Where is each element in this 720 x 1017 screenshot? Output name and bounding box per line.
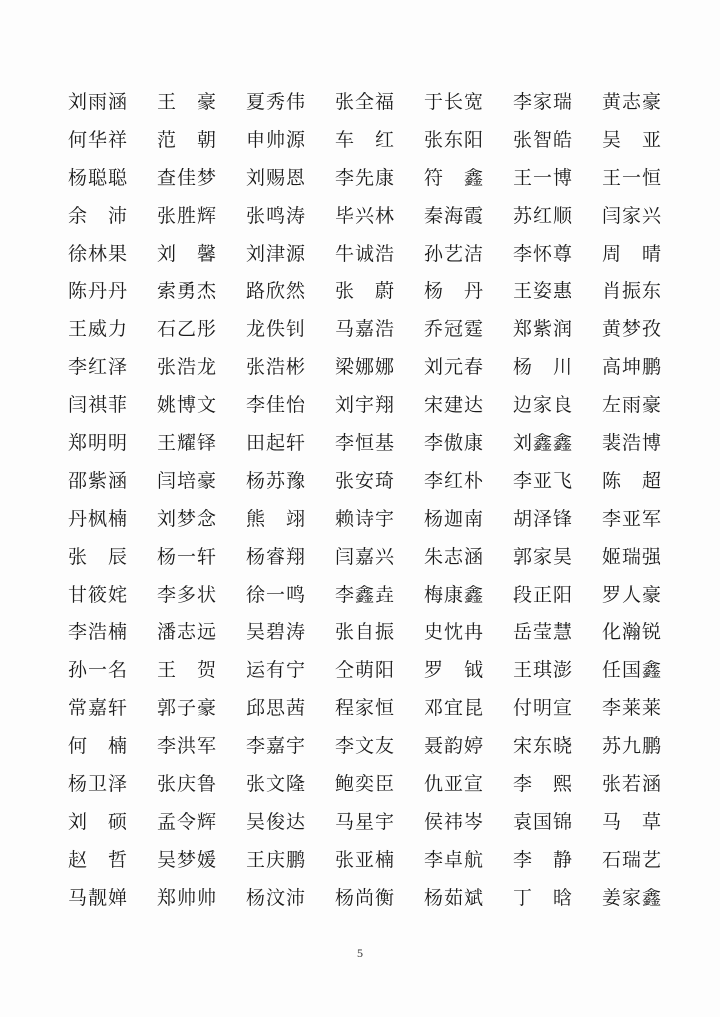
name-entry: 石瑞艺 [602, 848, 663, 871]
name-entry: 杨聪聪 [68, 166, 129, 189]
name-entry: 杨一轩 [157, 545, 218, 568]
name-entry: 李 静 [513, 848, 574, 871]
name-entry: 程家恒 [335, 697, 396, 720]
name-entry: 岳莹慧 [513, 621, 574, 644]
name-entry: 张胜辉 [157, 204, 218, 227]
name-entry: 路欣然 [246, 280, 307, 303]
name-entry: 张亚楠 [335, 848, 396, 871]
name-entry: 杨汶沛 [246, 886, 307, 909]
name-entry: 姬瑞强 [602, 545, 663, 568]
name-entry: 杨苏豫 [246, 469, 307, 492]
name-entry: 范 朝 [157, 128, 218, 151]
name-entry: 杨迦南 [424, 507, 485, 530]
name-entry: 丹枫楠 [68, 507, 129, 530]
name-entry: 化瀚锐 [602, 621, 663, 644]
name-entry: 杨睿翔 [246, 545, 307, 568]
name-entry: 赵 哲 [68, 848, 129, 871]
name-entry: 王庆鹏 [246, 848, 307, 871]
name-entry: 张 辰 [68, 545, 129, 568]
name-entry: 李鑫垚 [335, 583, 396, 606]
name-entry: 王一恒 [602, 166, 663, 189]
name-entry: 索勇杰 [157, 280, 218, 303]
name-entry: 马 草 [602, 810, 663, 833]
name-entry: 李 熙 [513, 773, 574, 796]
name-entry: 徐林果 [68, 242, 129, 265]
name-entry: 裴浩博 [602, 432, 663, 455]
name-entry: 乔冠霆 [424, 318, 485, 341]
name-entry: 李亚飞 [513, 469, 574, 492]
name-entry: 王 豪 [157, 91, 218, 113]
name-entry: 张庆鲁 [157, 773, 218, 796]
name-entry: 高坤鹏 [602, 356, 663, 379]
name-entry: 马靓婵 [68, 886, 129, 909]
name-entry: 肖振东 [602, 280, 663, 303]
name-entry: 史忱冉 [424, 621, 485, 644]
name-entry: 张东阳 [424, 128, 485, 151]
name-entry: 吴梦媛 [157, 848, 218, 871]
name-entry: 罗 钺 [424, 659, 485, 682]
name-entry: 毕兴林 [335, 204, 396, 227]
name-entry: 李文友 [335, 735, 396, 758]
name-entry: 刘赐恩 [246, 166, 307, 189]
name-entry: 符 鑫 [424, 166, 485, 189]
name-entry: 李佳怡 [246, 394, 307, 417]
name-entry: 郭家昊 [513, 545, 574, 568]
name-entry: 张鸣涛 [246, 204, 307, 227]
name-entry: 郑紫润 [513, 318, 574, 341]
name-entry: 田起轩 [246, 432, 307, 455]
name-entry: 杨 川 [513, 356, 574, 379]
name-entry: 王姿惠 [513, 280, 574, 303]
name-entry: 丁 晗 [513, 886, 574, 909]
name-entry: 马嘉浩 [335, 318, 396, 341]
name-entry: 刘 馨 [157, 242, 218, 265]
name-entry: 姜家鑫 [602, 886, 663, 909]
name-entry: 张文隆 [246, 773, 307, 796]
name-entry: 刘津源 [246, 242, 307, 265]
name-entry: 吴碧涛 [246, 621, 307, 644]
name-entry: 张安琦 [335, 469, 396, 492]
name-entry: 侯祎岑 [424, 810, 485, 833]
name-entry: 王耀铎 [157, 432, 218, 455]
name-entry: 何华祥 [68, 128, 129, 151]
name-entry: 杨卫泽 [68, 773, 129, 796]
name-entry: 李恒基 [335, 432, 396, 455]
name-entry: 陈丹丹 [68, 280, 129, 303]
name-entry: 段正阳 [513, 583, 574, 606]
name-entry: 郑帅帅 [157, 886, 218, 909]
name-entry: 王 贺 [157, 659, 218, 682]
name-entry: 牛诚浩 [335, 242, 396, 265]
name-entry: 吴俊达 [246, 810, 307, 833]
name-entry: 孙一名 [68, 659, 129, 682]
page-number: 5 [357, 946, 363, 960]
name-entry: 周 晴 [602, 242, 663, 265]
name-entry: 杨尚衡 [335, 886, 396, 909]
name-entry: 刘宇翔 [335, 394, 396, 417]
name-entry: 龙佚钊 [246, 318, 307, 341]
name-entry: 朱志涵 [424, 545, 485, 568]
name-entry: 姚博文 [157, 394, 218, 417]
name-entry: 张 蔚 [335, 280, 396, 303]
name-entry: 张全福 [335, 91, 396, 113]
name-entry: 梅康鑫 [424, 583, 485, 606]
name-entry: 李家瑞 [513, 91, 574, 113]
name-entry: 仝萌阳 [335, 659, 396, 682]
name-entry: 吴 亚 [602, 128, 663, 151]
name-entry: 石乙彤 [157, 318, 218, 341]
name-entry: 李傲康 [424, 432, 485, 455]
name-entry: 闫培豪 [157, 469, 218, 492]
name-entry: 甘筱姹 [68, 583, 129, 606]
name-entry: 李浩楠 [68, 621, 129, 644]
name-entry: 常嘉轩 [68, 697, 129, 720]
name-entry: 左雨豪 [602, 394, 663, 417]
name-entry: 任国鑫 [602, 659, 663, 682]
name-entry: 赖诗宇 [335, 507, 396, 530]
name-entry: 罗人豪 [602, 583, 663, 606]
name-entry: 查佳梦 [157, 166, 218, 189]
name-entry: 梁娜娜 [335, 356, 396, 379]
name-entry: 刘梦念 [157, 507, 218, 530]
name-entry: 申帅源 [246, 128, 307, 151]
name-entry: 车 红 [335, 128, 396, 151]
name-entry: 鲍奕臣 [335, 773, 396, 796]
name-entry: 杨 丹 [424, 280, 485, 303]
name-entry: 黄梦孜 [602, 318, 663, 341]
name-entry: 李红朴 [424, 469, 485, 492]
name-entry: 李洪军 [157, 735, 218, 758]
name-entry: 胡泽锋 [513, 507, 574, 530]
name-entry: 边家良 [513, 394, 574, 417]
name-entry: 李先康 [335, 166, 396, 189]
name-entry: 何 楠 [68, 735, 129, 758]
name-entry: 王威力 [68, 318, 129, 341]
name-entry: 王琪澎 [513, 659, 574, 682]
name-entry: 付明宣 [513, 697, 574, 720]
name-entry: 于长宽 [424, 91, 485, 113]
name-entry: 张自振 [335, 621, 396, 644]
name-entry: 李多状 [157, 583, 218, 606]
name-entry: 李嘉宇 [246, 735, 307, 758]
name-entry: 张若涵 [602, 773, 663, 796]
name-entry: 李怀尊 [513, 242, 574, 265]
name-entry: 郭子豪 [157, 697, 218, 720]
name-entry: 熊 翊 [246, 507, 307, 530]
name-entry: 邓宜昆 [424, 697, 485, 720]
name-entry: 苏九鹏 [602, 735, 663, 758]
name-entry: 王一博 [513, 166, 574, 189]
name-entry: 聂韵婷 [424, 735, 485, 758]
name-entry: 刘元春 [424, 356, 485, 379]
name-entry: 孙艺洁 [424, 242, 485, 265]
name-entry: 马星宇 [335, 810, 396, 833]
name-entry: 刘雨涵 [68, 91, 129, 113]
name-entry: 陈 超 [602, 469, 663, 492]
name-entry: 邱思茜 [246, 697, 307, 720]
name-entry: 宋东晓 [513, 735, 574, 758]
name-entry: 郑明明 [68, 432, 129, 455]
name-entry: 李红泽 [68, 356, 129, 379]
name-entry: 宋建达 [424, 394, 485, 417]
name-entry: 黄志豪 [602, 91, 663, 113]
name-entry: 运有宁 [246, 659, 307, 682]
name-entry: 仇亚宣 [424, 773, 485, 796]
name-entry: 张智皓 [513, 128, 574, 151]
name-entry: 闫祺菲 [68, 394, 129, 417]
name-entry: 夏秀伟 [246, 91, 307, 113]
name-entry: 苏红顺 [513, 204, 574, 227]
name-entry: 刘鑫鑫 [513, 432, 574, 455]
names-list [62, 84, 682, 918]
name-entry: 李亚军 [602, 507, 663, 530]
name-entry: 闫家兴 [602, 204, 663, 227]
name-entry: 秦海霞 [424, 204, 485, 227]
name-entry: 孟令辉 [157, 810, 218, 833]
name-entry: 余 沛 [68, 204, 129, 227]
name-entry: 李卓航 [424, 848, 485, 871]
name-entry: 徐一鸣 [246, 583, 307, 606]
name-entry: 潘志远 [157, 621, 218, 644]
name-entry: 张浩龙 [157, 356, 218, 379]
name-entry: 邵紫涵 [68, 469, 129, 492]
name-entry: 闫嘉兴 [335, 545, 396, 568]
name-entry: 刘 硕 [68, 810, 129, 833]
name-entry: 李莱莱 [602, 697, 663, 720]
name-entry: 袁国锦 [513, 810, 574, 833]
name-entry: 杨茹斌 [424, 886, 485, 909]
name-entry: 张浩彬 [246, 356, 307, 379]
